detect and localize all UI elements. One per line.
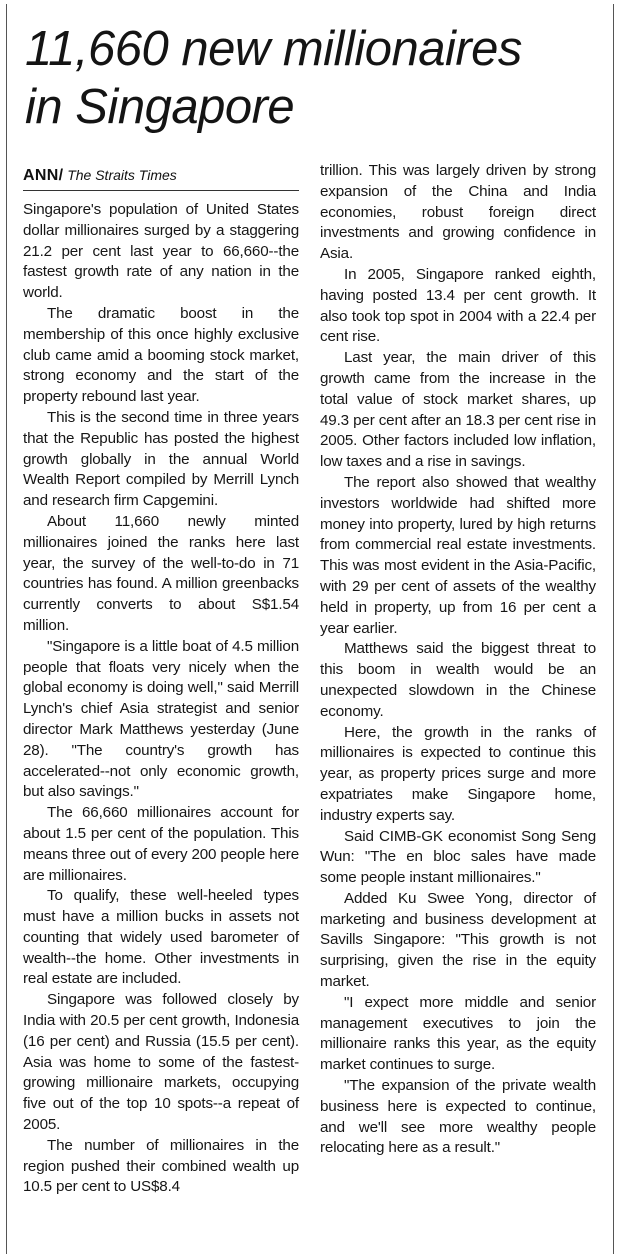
paragraph: Said CIMB-GK economist Song Seng Wun: "The en bloc sales have made some people instant millionaires." — [320, 827, 596, 887]
paragraph: Here, the growth in the ranks of millionaires is expected to continue this year, as property prices surge and more expatriates make Singapore home, industry experts say. — [320, 723, 596, 824]
paragraph: Matthews said the biggest threat to this boom in wealth would be an unexpected slowdown in the Chinese economy. — [320, 640, 596, 720]
right-border-rule — [613, 4, 614, 1254]
left-column-rule — [6, 4, 7, 1254]
paragraph: Singapore's population of United States dollar millionaires surged by a staggering 21.2 per cent last year to 66,660--the fastest growth rate of any nation in the world. — [23, 201, 299, 302]
byline-divider — [23, 190, 299, 191]
paragraph: The dramatic boost in the membership of this once highly exclusive club came amid a booming stock market, strong economy and the start of the property rebound last year. — [23, 304, 299, 406]
paragraph: The number of millionaires in the region pushed their combined wealth up 10.5 per cent to US$8.4 — [23, 1136, 299, 1196]
byline — [23, 165, 298, 186]
paragraph: In 2005, Singapore ranked eighth, having posted 13.4 per cent growth. It also took top spot in 2004 with a 22.4 per cent rise. — [320, 265, 596, 346]
headline-line-2: in Singapore — [25, 80, 295, 134]
paragraph: About 11,660 newly minted millionaires joined the ranks here last year, the survey of the well-to-do in 71 countries has found. A million greenbacks currently converts to about S$1.54 million. — [23, 512, 299, 634]
paragraph: "The expansion of the private wealth business here is expected to continue, and we'll see more wealthy people relocating here as a result." — [320, 1077, 596, 1157]
paragraph: Added Ku Swee Yong, director of marketing and business development at Savills Singapore: "This growth is not surprising, given the rise in the equity market. — [320, 889, 596, 991]
byline-source: The Straits Times — [67, 167, 177, 183]
paragraph: The 66,660 millionaires account for about 1.5 per cent of the population. This means three out of every 200 people here are millionaires. — [23, 804, 299, 884]
paragraph: To qualify, these well-heeled types must have a million bucks in assets not counting that widely used barometer of wealth--the home. Other investments in real estate are included. — [23, 887, 299, 988]
article-headline — [25, 20, 605, 136]
paragraph: "I expect more middle and senior management executives to join the millionaire ranks this year, as the equity market continues to surge. — [320, 993, 596, 1074]
paragraph: trillion. This was largely driven by strong expansion of the China and India economies, robust foreign direct investments and growing confidence in Asia. — [320, 162, 596, 263]
article-column-right — [320, 161, 596, 1159]
paragraph: Last year, the main driver of this growth came from the increase in the total value of stock market shares, up 49.3 per cent after an 18.3 per cent rise in 2005. Other factors included low inflation, low taxes and a rise in savings. — [320, 349, 596, 471]
article-column-left — [23, 200, 299, 1198]
paragraph: "Singapore is a little boat of 4.5 million people that floats very nicely when the global economy is doing well," said Merrill Lynch's chief Asia strategist and senior director Mark Matthews yesterday (June 28). "The country's growth has accelerated--not only economic growth, but also savings." — [23, 637, 299, 801]
paragraph: Singapore was followed closely by India with 20.5 per cent growth, Indonesia (16 per cent) and Russia (15.5 per cent). Asia was home to some of the fastest-growing millionaire markets, occupying five out of the top 10 spots--a repeat of 2005. — [23, 991, 299, 1134]
byline-agency: ANN/ — [23, 167, 64, 184]
paragraph: This is the second time in three years that the Republic has posted the highest growth globally in the annual World Wealth Report compiled by Merrill Lynch and research firm Capgemini. — [23, 408, 299, 510]
headline-line-1: 11,660 new millionaires — [25, 22, 522, 76]
paragraph: The report also showed that wealthy investors worldwide had shifted more money into property, lured by high returns from commercial real estate investments. This was most evident in the Asia-Pacific, with 29 per cent of assets of the wealthy held in property, up from 16 per cent a year earlier. — [320, 473, 596, 637]
